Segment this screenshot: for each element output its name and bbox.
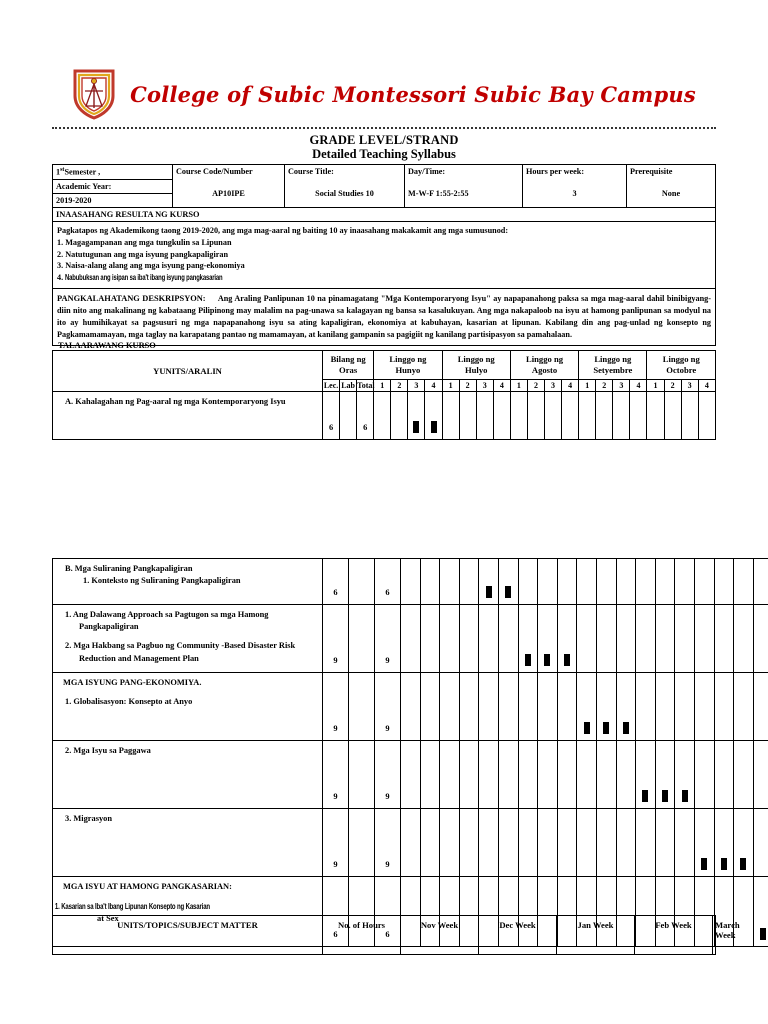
week-cell (374, 392, 391, 440)
week-header: 1 (374, 380, 391, 392)
table-row (53, 289, 716, 346)
week-cell (636, 605, 656, 673)
lec-hours: 9 (323, 741, 349, 809)
month-header-octobre: Linggo ng Octobre (647, 351, 716, 380)
schedule-mark (740, 858, 746, 870)
week-cell (655, 559, 675, 605)
lec-hours: 9 (323, 605, 349, 673)
topic-line: 2. Mga Hakbang sa Pagbuo ng Community -Based Disaster Risk Reduction and Management Plan (65, 641, 296, 663)
week-cell (734, 559, 754, 605)
footer-col-hours: No. of Hours (323, 916, 401, 955)
week-cell (440, 605, 460, 673)
week-cell (613, 392, 630, 440)
week-cell (714, 605, 734, 673)
topic-line (54, 900, 318, 913)
schedule-footer-table (52, 915, 740, 955)
schedule-mark (603, 722, 609, 734)
week-cell (518, 673, 538, 741)
week-cell (714, 809, 734, 877)
col-total-header: Total (357, 381, 375, 391)
spacer (63, 689, 318, 696)
week-cell (694, 673, 714, 741)
week-cell (616, 809, 636, 877)
week-cell (493, 392, 510, 440)
header-divider (52, 127, 716, 129)
week-cell (681, 392, 698, 440)
week-header: 1 (647, 380, 664, 392)
description-block (53, 289, 716, 346)
topic-line: A. Kahalagahan ng Pag-aaral ng mga Kontemporaryong Isyu (65, 397, 286, 407)
week-cell (596, 673, 616, 741)
week-cell (498, 559, 518, 605)
week-cell (636, 809, 656, 877)
topic-line: at Sex (97, 914, 119, 924)
col-lab-header: Lab (341, 381, 356, 391)
week-cell (527, 392, 544, 440)
topic-line: 3. Migrasyon (65, 814, 112, 823)
schedule-mark (682, 790, 688, 802)
col-lec-header: Lec. (323, 381, 339, 391)
week-cell (753, 605, 768, 673)
course-info-table (52, 164, 716, 346)
week-cell (616, 673, 636, 741)
week-cell (734, 673, 754, 741)
page-subtitle: Detailed Teaching Syllabus (312, 147, 456, 161)
schedule-mark (413, 421, 419, 433)
schedule-table-part2 (52, 558, 768, 947)
week-cell (714, 741, 734, 809)
week-cell (498, 605, 518, 673)
table-header-row (53, 351, 716, 380)
hours-label: Hours per week: (526, 167, 585, 176)
week-cell (675, 741, 695, 809)
total-hours: 9 (375, 605, 401, 673)
academic-year-label: Academic Year: (53, 179, 173, 193)
table-row (53, 222, 716, 289)
week-cell (479, 809, 499, 877)
week-cell (664, 392, 681, 440)
outcomes-intro: Pagkatapos ng Akademikong taong 2019-2020, ang mga mag-aaral ng baiting 10 ay inaasahang makakamit ang mga sumusunod: (57, 226, 509, 236)
spacer (63, 893, 318, 900)
week-cell (734, 809, 754, 877)
outcomes-body (53, 222, 716, 289)
lec-hours: 6 (323, 392, 340, 440)
week-cell (753, 673, 768, 741)
week-cell (538, 559, 558, 605)
course-code-value: AP10IPE (212, 189, 245, 199)
week-cell (616, 741, 636, 809)
week-cell (401, 605, 421, 673)
table-header-row (53, 916, 716, 955)
table-row (53, 673, 768, 741)
week-cell (518, 809, 538, 877)
week-cell (577, 673, 597, 741)
week-cell (401, 741, 421, 809)
week-cell (596, 392, 613, 440)
week-cell (655, 673, 675, 741)
schedule-table-part1 (52, 350, 716, 440)
course-title-label: Course Title: (288, 167, 334, 176)
week-header: 3 (545, 380, 562, 392)
lec-hours: 9 (323, 673, 349, 741)
spacer (63, 633, 318, 640)
week-header: 3 (476, 380, 493, 392)
week-header: 2 (527, 380, 544, 392)
week-cell (734, 741, 754, 809)
day-time-value: M-W-F 1:55-2:55 (408, 189, 469, 199)
week-cell (545, 392, 562, 440)
month-header-hulyo: Linggo ng Hulyo (442, 351, 510, 380)
footer-col-feb: Feb Week (635, 916, 713, 955)
week-cell (694, 741, 714, 809)
week-cell (498, 741, 518, 809)
topic-line: 1. Globalisasyon: Konsepto at Anyo (65, 697, 193, 707)
topic-line: MGA ISYUNG PANG-EKONOMIYA. (63, 678, 202, 687)
week-cell (655, 605, 675, 673)
lec-hours: 9 (323, 809, 349, 877)
week-cell (714, 559, 734, 605)
total-hours: 6 (375, 559, 401, 605)
topic-cell (53, 392, 323, 440)
outcome-item: 1. Magagampanan ang mga tungkulin sa Lipunan (57, 237, 232, 247)
week-cell (479, 559, 499, 605)
footer-col-dec: Dec Week (479, 916, 557, 955)
table-row (53, 741, 768, 809)
week-cell (401, 809, 421, 877)
total-hours: 9 (375, 741, 401, 809)
week-cell (408, 392, 425, 440)
week-cell (476, 392, 493, 440)
week-cell (647, 392, 664, 440)
week-header: 3 (613, 380, 630, 392)
outcome-item-4-number: 4. (57, 272, 64, 282)
week-cell (596, 809, 616, 877)
week-header: 3 (681, 380, 698, 392)
prereq-cell (627, 165, 716, 208)
schedule-mark (642, 790, 648, 802)
total-hours: 9 (375, 809, 401, 877)
week-cell (734, 877, 754, 947)
footer-col-march: March Week (713, 916, 716, 955)
lab-hours (349, 741, 375, 809)
topic-cell (53, 559, 323, 605)
week-cell (479, 605, 499, 673)
table-row (53, 207, 716, 221)
week-cell (557, 605, 577, 673)
week-cell (562, 392, 579, 440)
week-cell (579, 392, 596, 440)
week-header: 3 (408, 380, 425, 392)
week-header: 2 (596, 380, 613, 392)
description-heading: PANGKALAHATANG DESKRIPSYON: (57, 294, 206, 304)
col-units-header: YUNITS/ARALIN (53, 351, 323, 392)
footer-col-units: UNITS/TOPICS/SUBJECT MATTER (53, 916, 323, 955)
week-cell (538, 605, 558, 673)
table-row (53, 392, 716, 440)
week-cell (577, 605, 597, 673)
lec-hours: 6 (323, 877, 349, 947)
outcome-item-4 (57, 272, 711, 284)
week-cell (425, 392, 442, 440)
total-hours: 9 (375, 673, 401, 741)
footer-col-nov: Nov Week (401, 916, 479, 955)
week-cell (459, 809, 479, 877)
total-hours: 6 (357, 392, 374, 440)
day-time-cell (405, 165, 523, 208)
school-name: College of Subic Montessori Subic Bay Campus (130, 81, 696, 107)
week-cell (596, 605, 616, 673)
week-cell (577, 741, 597, 809)
academic-year-value: 2019-2020 (53, 193, 173, 207)
week-cell (420, 605, 440, 673)
week-cell (420, 559, 440, 605)
course-title-value: Social Studies 10 (315, 189, 374, 199)
week-cell (675, 809, 695, 877)
week-cell (442, 392, 459, 440)
topic-line: 2. Mga Isyu sa Paggawa (65, 746, 151, 755)
table-row (53, 559, 768, 605)
week-cell (596, 741, 616, 809)
week-header: 2 (664, 380, 681, 392)
week-cell (753, 741, 768, 809)
outcome-item: 2. Natutugunan ang mga isyung pangkapaligiran (57, 249, 229, 259)
week-cell (557, 559, 577, 605)
lec-hours: 6 (323, 559, 349, 605)
table-row (53, 809, 768, 877)
outcome-item: 3. Naisa-alang alang ang mga isyung pang-ekonomiya (57, 261, 245, 271)
schedule-mark (760, 928, 766, 940)
week-header: 2 (459, 380, 476, 392)
week-cell (655, 741, 675, 809)
topic-cell (53, 809, 323, 877)
week-cell (636, 559, 656, 605)
week-cell (753, 877, 768, 947)
lab-hours (349, 605, 375, 673)
schedule-mark (623, 722, 629, 734)
week-cell (518, 741, 538, 809)
lab-hours (349, 673, 375, 741)
description-body: Ang Araling Panlipunan 10 na pinamagatang "Mga Kontemporaryong Isyu" ay napapanahong paksa sa mga mag-aaral dahil binibigyang-diin nito ang makalinang ng kabataang Pilipinong may malalim na pag-unawa sa kalagayan ng bansa sa kasalukuyan. Ang mga nakapaloob na isyu at hamong panlipunan sa modyul na ito ay humihikayat sa pagsusuri ng mga napapanahong isyu sa ating kapaligiran, ekonomiya at kabuhayan, kasarian at lipunan. Kabilang din ang pag-unlad ng konsepto ng Pagkamamamayan, mga taglay na karapatang pantao ng mamamayan, at kanilang gampanin sa pagigiit ng kanilang partisipasyon sa pamahalaan. (57, 294, 711, 339)
letterhead (0, 68, 768, 120)
table-row (53, 605, 768, 673)
week-cell (630, 392, 647, 440)
course-title-cell (285, 165, 405, 208)
week-header: 4 (630, 380, 647, 392)
week-header: 4 (562, 380, 579, 392)
week-cell (518, 559, 538, 605)
total-hours: 6 (375, 877, 401, 947)
footer-col-jan: Jan Week (557, 916, 635, 955)
schedule-mark (584, 722, 590, 734)
topic-line: 1. Konteksto ng Suliraning Pangkapaligiran (83, 576, 241, 586)
week-cell (440, 559, 460, 605)
page-title: GRADE LEVEL/STRAND (309, 133, 459, 147)
schedule-mark (544, 654, 550, 666)
week-header: 4 (698, 380, 715, 392)
week-cell (518, 605, 538, 673)
hours-cell (523, 165, 627, 208)
week-header: 2 (391, 380, 408, 392)
schedule-mark (564, 654, 570, 666)
week-cell (459, 741, 479, 809)
week-cell (557, 809, 577, 877)
col-hours-group-header: Bilang ng Oras (323, 351, 374, 380)
week-cell (557, 741, 577, 809)
week-cell (557, 673, 577, 741)
week-cell (420, 673, 440, 741)
topic-cell (53, 741, 323, 809)
week-cell (577, 809, 597, 877)
week-cell (440, 809, 460, 877)
topic-line-condensed: 1. Kasarian sa Iba't Ibang Lipunan Konsepto ng Kasarian (54, 901, 210, 912)
week-cell (401, 559, 421, 605)
week-header: 1 (579, 380, 596, 392)
week-cell (694, 559, 714, 605)
week-cell (714, 673, 734, 741)
week-cell (498, 809, 518, 877)
week-cell (753, 809, 768, 877)
week-header: 1 (510, 380, 527, 392)
topic-line: MGA ISYU AT HAMONG PANGKASARIAN: (63, 882, 232, 891)
outcome-item-4-text: Nabubuksan ang isipan sa iba't ibang isyung pangkasarian (65, 272, 223, 282)
schedule-mark (701, 858, 707, 870)
week-cell (636, 673, 656, 741)
week-cell (538, 673, 558, 741)
lab-hours (349, 559, 375, 605)
schedule-mark (505, 586, 511, 598)
month-header-agosto: Linggo ng Agosto (510, 351, 578, 380)
week-cell (655, 809, 675, 877)
schedule-mark (662, 790, 668, 802)
week-header: 4 (425, 380, 442, 392)
week-cell (538, 741, 558, 809)
week-header: 4 (493, 380, 510, 392)
week-cell (401, 673, 421, 741)
topic-line: 1. Ang Dalawang Approach sa Pagtugon sa mga Hamong Pangkapaligiran (65, 610, 269, 632)
prereq-value: None (661, 189, 681, 199)
week-cell (440, 673, 460, 741)
schedule-mark (431, 421, 437, 433)
day-time-label: Day/Time: (408, 167, 446, 176)
course-code-cell (173, 165, 285, 208)
week-cell (479, 741, 499, 809)
week-cell (420, 741, 440, 809)
table-row (53, 165, 716, 180)
school-crest-icon (72, 68, 116, 120)
lab-hours (340, 392, 357, 440)
hours-value: 3 (572, 189, 577, 199)
week-header: 1 (442, 380, 459, 392)
week-cell (459, 673, 479, 741)
week-cell (734, 605, 754, 673)
week-cell (675, 673, 695, 741)
week-cell (420, 809, 440, 877)
semester-label: 1stSemester , (53, 165, 173, 180)
week-cell (636, 741, 656, 809)
topic-cell (53, 673, 323, 741)
week-cell (498, 673, 518, 741)
week-cell (459, 559, 479, 605)
schedule-mark (721, 858, 727, 870)
week-cell (616, 605, 636, 673)
week-cell (616, 559, 636, 605)
topic-line: B. Mga Suliraning Pangkapaligiran (65, 564, 193, 573)
schedule-mark (525, 654, 531, 666)
week-cell (698, 392, 715, 440)
week-cell (391, 392, 408, 440)
prereq-label: Prerequisite (630, 167, 673, 176)
week-cell (459, 392, 476, 440)
topic-cell (53, 605, 323, 673)
week-cell (675, 559, 695, 605)
week-cell (596, 559, 616, 605)
week-cell (479, 673, 499, 741)
week-cell (675, 605, 695, 673)
lab-hours (349, 809, 375, 877)
week-cell (459, 605, 479, 673)
course-code-label: Course Code/Number (176, 167, 253, 176)
week-cell (694, 809, 714, 877)
week-cell (538, 809, 558, 877)
outcomes-heading: INAASAHANG RESULTA NG KURSO (53, 207, 716, 221)
week-cell (510, 392, 527, 440)
schedule-label: TALAARAWANG KURSO (58, 341, 156, 350)
week-cell (694, 605, 714, 673)
schedule-mark (486, 586, 492, 598)
month-header-hunyo: Linggo ng Hunyo (374, 351, 442, 380)
week-cell (577, 559, 597, 605)
week-cell (440, 741, 460, 809)
week-cell (753, 559, 768, 605)
month-header-setyembre: Linggo ng Setyembre (579, 351, 647, 380)
